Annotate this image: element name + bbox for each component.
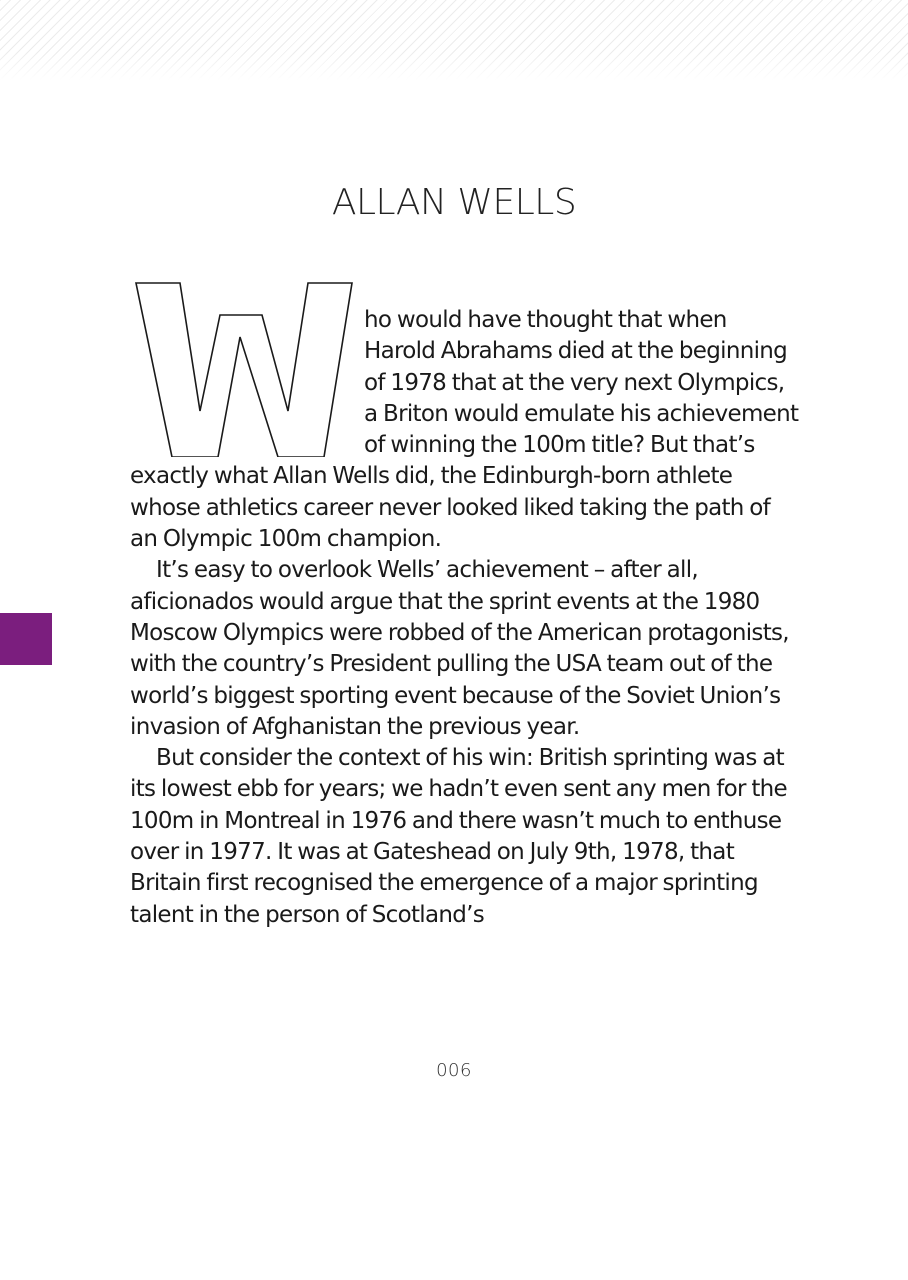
header-pattern-band bbox=[0, 0, 908, 80]
paragraph-3: But consider the context of his win: British sprinting was at its lowest ebb for years; we hadn’t even sent any men for the 100m in Montreal in 1976 and there wasn’t much to enthuse over in 1977. It was at Gateshead on July 9th, 1978, that Britain first recognised the emergence of a major sprinting talent in the person of Scotland’s bbox=[130, 745, 788, 928]
page-title: ALLAN WELLS bbox=[331, 182, 577, 223]
paragraph-1: ho would have thought that when Harold Abrahams died at the beginning of 1978 that at the very next Olympics, a Briton would emulate his achievement of winning the 100m title? But that’s exactly what Allan Wells did, the Edinburgh-born athlete whose athletics career never looked liked taking the path of an Olympic 100m champion. bbox=[130, 307, 799, 553]
drop-cap-w bbox=[128, 281, 364, 457]
paragraph-2: It’s easy to overlook Wells’ achievement – after all, aficionados would argue that the sprint events at the 1980 Moscow Olympics were robbed of the American protagonists, with the country’s President pulling the USA team out of the world’s biggest sporting event because of the Soviet Union’s invasion of Afghanistan the previous year. bbox=[130, 557, 789, 740]
article-body bbox=[130, 305, 802, 931]
page-number: 006 bbox=[436, 1060, 472, 1081]
chapter-side-tab bbox=[0, 613, 52, 665]
